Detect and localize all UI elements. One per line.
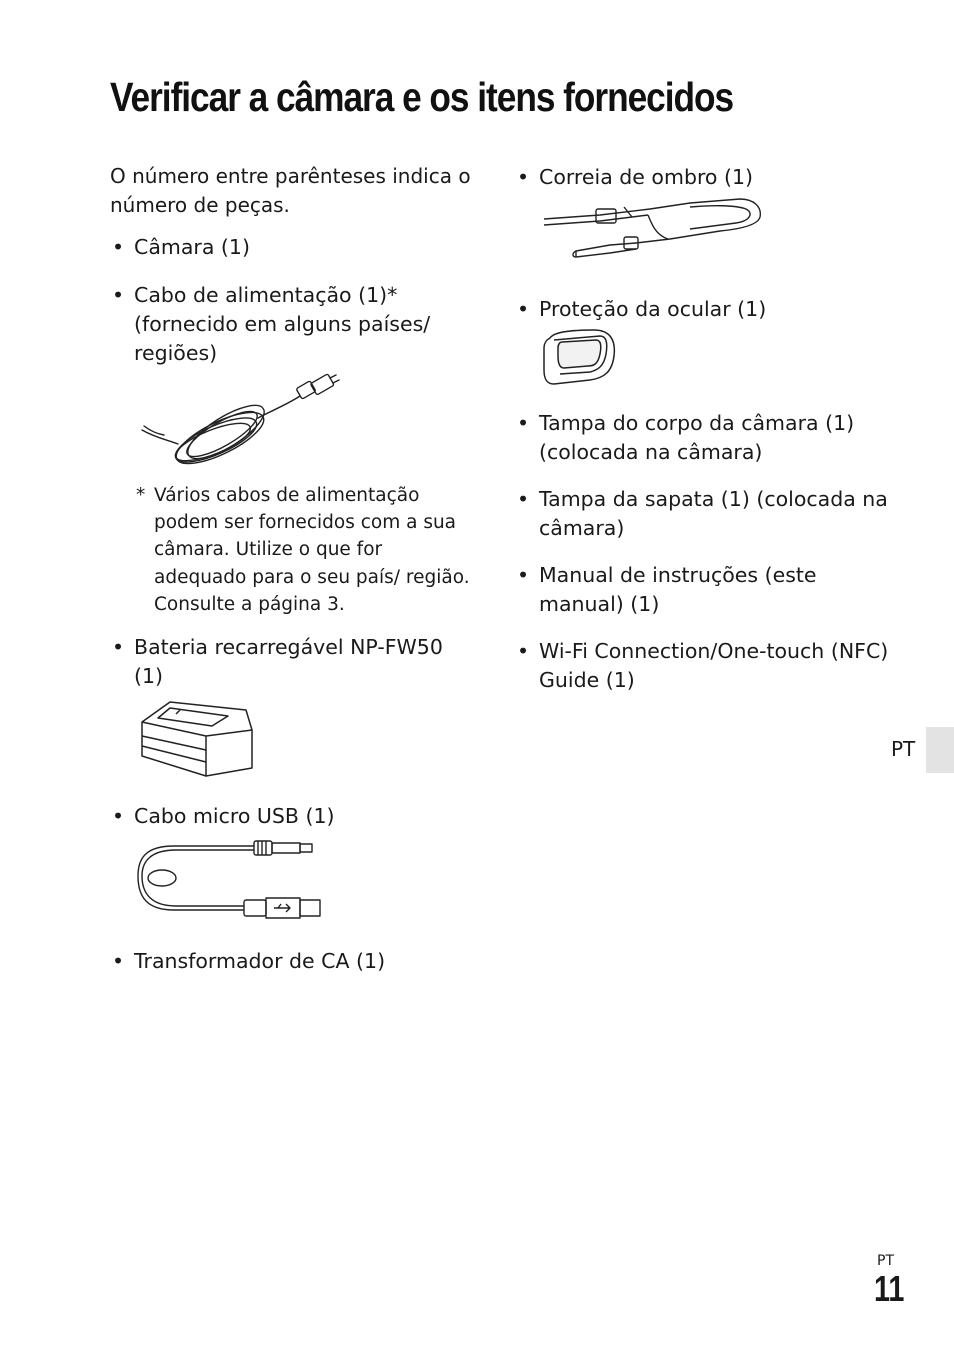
language-tab: [926, 727, 954, 773]
shoulder-strap-icon: [540, 195, 768, 265]
item-label: Correia de ombro (1): [539, 165, 754, 189]
bullet: •: [112, 949, 125, 973]
list-item-wifi-guide: [517, 637, 889, 695]
bullet: •: [517, 487, 530, 511]
list-item-shoe-cap: [517, 485, 889, 543]
list-item-eyepiece-cup: [517, 295, 889, 324]
page-title: Verificar a câmara e os itens fornecidos: [110, 74, 734, 120]
item-label: Cabo de alimentação (1)* (fornecido em alguns países/ regiões): [134, 283, 431, 365]
footer-language: PT: [877, 1253, 894, 1269]
language-tab-label: PT: [891, 737, 916, 761]
power-cord-icon: [138, 372, 343, 470]
eyepiece-cup-icon: [540, 326, 620, 390]
bullet: •: [517, 165, 530, 189]
item-label: Tampa do corpo da câmara (1) (colocada na câmara): [539, 411, 855, 464]
list-item-power-cord: [112, 281, 450, 368]
bullet: •: [112, 804, 125, 828]
bullet: •: [517, 563, 530, 587]
list-item-ac-adaptor: [112, 947, 474, 976]
footnote: [136, 482, 474, 618]
bullet: •: [112, 635, 125, 659]
footnote-mark: *: [136, 485, 146, 506]
bullet: •: [517, 411, 530, 435]
list-item-body-cap: [517, 409, 889, 467]
page-number: 11: [874, 1268, 905, 1309]
intro-text: O número entre parênteses indica o número de peças.: [110, 164, 471, 217]
item-label: Tampa da sapata (1) (colocada na câmara): [539, 487, 888, 540]
bullet: •: [112, 235, 125, 259]
item-label: Wi-Fi Connection/One-touch (NFC) Guide (1): [539, 639, 889, 692]
list-item-usb-cable: [112, 802, 474, 831]
item-label: Transformador de CA (1): [134, 949, 386, 973]
usb-cable-icon: [134, 836, 324, 922]
footnote-text: Vários cabos de alimentação podem ser fornecidos com a sua câmara. Utilize o que for adequado para o seu país/ região. Consulte a página 3.: [154, 485, 470, 615]
list-item-instruction-manual: [517, 561, 869, 619]
item-label: Manual de instruções (este manual) (1): [539, 563, 817, 616]
list-item-shoulder-strap: [517, 163, 889, 192]
bullet: •: [517, 297, 530, 321]
list-item-battery: [112, 633, 474, 691]
item-label: Câmara (1): [134, 235, 250, 259]
list-item-camera: [112, 233, 474, 262]
item-label: Proteção da ocular (1): [539, 297, 767, 321]
item-label: Cabo micro USB (1): [134, 804, 335, 828]
bullet: •: [112, 283, 125, 307]
item-label: Bateria recarregável NP-FW50 (1): [134, 635, 443, 688]
battery-icon: [136, 696, 258, 780]
bullet: •: [517, 639, 530, 663]
